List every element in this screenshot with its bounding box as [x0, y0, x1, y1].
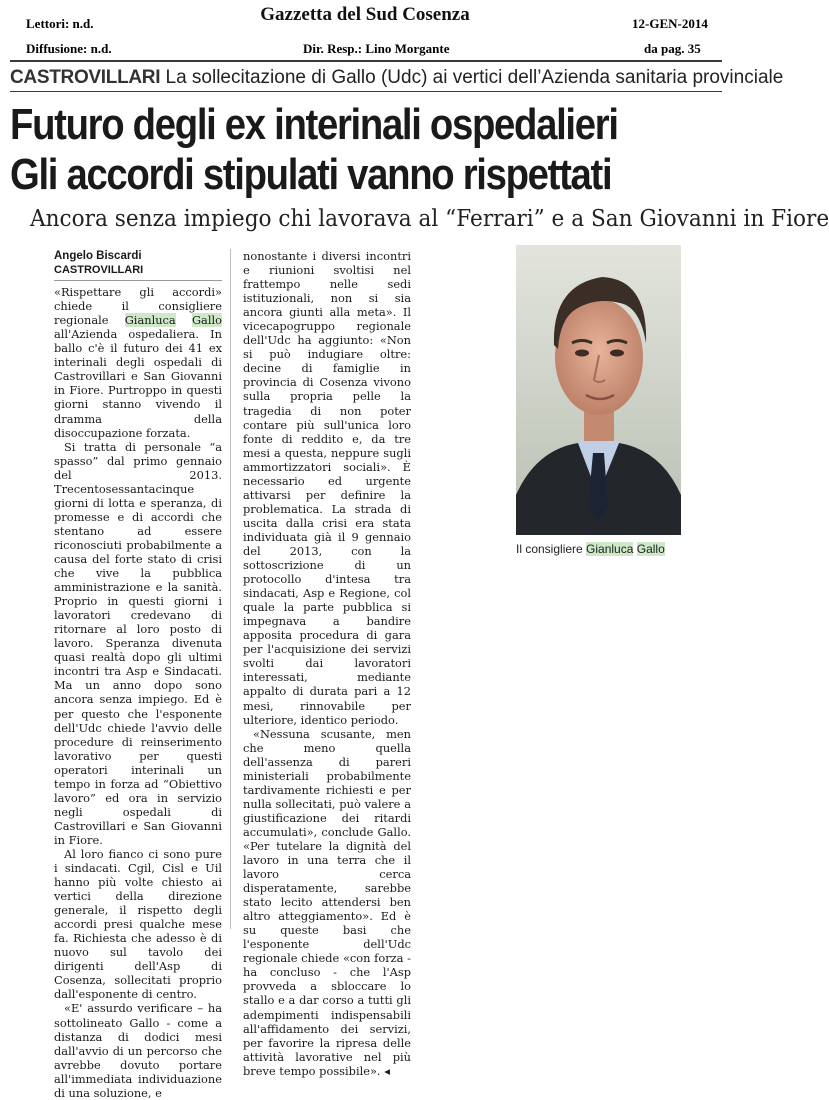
director-label: Dir. Resp.: Lino Morgante [303, 41, 450, 56]
header-rule [10, 60, 722, 62]
end-mark: ◂ [384, 1063, 390, 1078]
highlighted-name: Gianluca [124, 313, 176, 328]
caption-highlight-surname: Gallo [636, 542, 665, 556]
photo-caption: Il consigliere Gianluca Gallo [516, 542, 665, 556]
kicker-place: CASTROVILLARI [10, 67, 161, 88]
headline-line-1: Futuro degli ex interinali ospedalieri [10, 100, 618, 149]
subheadline: Ancora senza impiego chi lavorava al “Ferrari” e a San Giovanni in Fiore [30, 204, 829, 232]
diffusione-label: Diffusione: n.d. [26, 41, 112, 56]
headline-line-2: Gli accordi stipulati vanno rispettati [10, 150, 612, 199]
author-place: CASTROVILLARI [54, 264, 144, 277]
paragraph: «Rispettare gli accordi» chiede il consigliere regionale Gianluca Gallo all'Azienda ospedaliera. In ballo c'è il futuro dei 41 ex interinali degli ospedali di Castrovillari e San Giovanni in Fiore. Purtroppo in questi giorni stanno vivendo il dramma della disoccupazione forzata. [54, 285, 222, 440]
author-name: Angelo Biscardi [54, 250, 142, 262]
paragraph: nonostante i diversi incontri e riunioni svoltisi nel frattempo nelle sedi istituzionali, non si sia ancora giunti alla meta». Il vicecapogruppo regionale dell'Udc ha aggiunto: «Non si può indugiare oltre: decine di famiglie in provincia di Cosenza vivono sulla propria pelle la tragedia di non poter contare più sull'unica loro fonte di reddito e, da tre mesi a questa, neppure sugli ammortizzatori sociali». È necessario ed urgente attivarsi per definire la problematica. La strada di uscita dalla crisi era stata individuata già il 9 gennaio del 2013, con la sottoscrizione di un protocollo d'intesa tra sindacati, Asp e Regione, col quale la parte pubblica si impegnava a bandire apposita procedura di gara per l'acquisizione dei servizi svolti dai lavoratori interessati, mediante appalto di durata pari a 12 mesi, rinnovabile per ulteriore, identico periodo. [243, 249, 411, 727]
kicker-text: La sollecitazione di Gallo (Udc) ai vertici dell’Azienda sanitaria provinciale [165, 67, 784, 88]
column-divider [230, 249, 231, 929]
date-label: 12-GEN-2014 [632, 16, 708, 31]
highlighted-surname: Gallo [191, 313, 222, 328]
kicker [10, 67, 783, 89]
caption-highlight-name: Gianluca [586, 542, 634, 556]
kicker-rule [10, 91, 722, 92]
portrait-photo [516, 245, 681, 535]
article-column-2 [243, 249, 411, 1078]
article-column-1 [54, 249, 222, 1100]
paragraph: «E' assurdo verificare – ha sottolineato Gallo - come a distanza di dodici mesi dall'avvio di un percorso che avrebbe dovuto portare all'immediata individuazione di una soluzione, e [54, 1001, 222, 1100]
lettori-label: Lettori: n.d. [26, 16, 94, 31]
byline-divider [54, 280, 222, 281]
page-label: da pag. 35 [644, 41, 701, 56]
newspaper-title: Gazzetta del Sud Cosenza [260, 4, 470, 25]
paragraph: Al loro fianco ci sono pure i sindacati. Cgil, Cisl e Uil hanno più volte chiesto ai vertici della direzione generale, il rispetto degli accordi presi qualche mese fa. Richiesta che adesso è di nuovo sul tavolo dei dirigenti dell'Asp di Cosenza, sollecitati proprio dall'esponente di centro. [54, 846, 222, 1002]
paragraph: Si tratta di personale “a spasso” dal primo gennaio del 2013. Trecentosessantacinque giorni di lotta e speranza, di promesse e di accordi che stentano ad essere riconosciuti probabilmente a causa del forte stato di crisi che vive la pubblica amministrazione e la sanità. Proprio in questi giorni i lavoratori credevano di ritornare al loro posto di lavoro. Speranza divenuta quasi realtà dopo gli ultimi incontri tra Asp e Sindacati. Ma un anno dopo sono ancora senza impiego. Ed è per questo che l'esponente dell'Udc chiede l'avvio delle procedure di reinserimento lavorativo per questi operatori interinali un tempo in forza ad “Obiettivo lavoro” ed ora in servizio negli ospedali di Castrovillari e San Giovanni in Fiore. [54, 439, 222, 847]
paragraph: «Nessuna scusante, men che meno quella dell'assenza di pareri ministeriali probabilmente tardivamente richiesti e per nulla sollecitati, può valere a giustificazione dei ritardi accumulati», conclude Gallo. «Per tutelare la dignità del lavoro in una terra che il lavoro cerca disperatamente, sarebbe stato lecito attendersi ben altro atteggiamento». Ed è su queste basi che l'esponente dell'Udc regionale chiede «con forza - ha concluso - che l'Asp provveda a sbloccare lo stallo e a dar corso a tutti gli adempimenti indispensabili all'affidamento dei servizi, per favorire la ripresa delle attività lavorative nel più breve tempo possibile». ◂ [243, 726, 411, 1078]
